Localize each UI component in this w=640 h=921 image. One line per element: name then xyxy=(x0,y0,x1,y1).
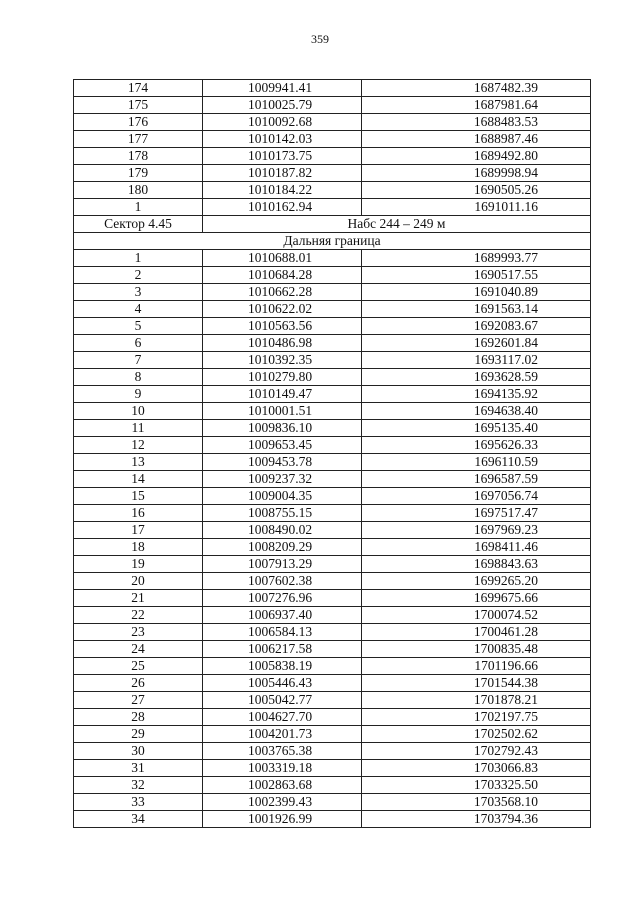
table-row xyxy=(74,811,591,828)
point-number-cell: 12 xyxy=(74,437,203,454)
point-number-cell: 174 xyxy=(74,80,203,97)
sector-row xyxy=(74,216,591,233)
y-coordinate-cell: 1688987.46 xyxy=(362,131,591,148)
x-coordinate-cell: 1010162.94 xyxy=(203,199,362,216)
page-number: 359 xyxy=(311,32,329,46)
point-number-cell: 30 xyxy=(74,743,203,760)
x-coordinate-cell: 1005446.43 xyxy=(203,675,362,692)
point-number-cell: 15 xyxy=(74,488,203,505)
y-coordinate-cell: 1703066.83 xyxy=(362,760,591,777)
y-coordinate-cell: 1699265.20 xyxy=(362,573,591,590)
y-coordinate-cell: 1689492.80 xyxy=(362,148,591,165)
y-coordinate-cell: 1698843.63 xyxy=(362,556,591,573)
point-number-cell: 23 xyxy=(74,624,203,641)
point-number-cell: 29 xyxy=(74,726,203,743)
table-row xyxy=(74,505,591,522)
x-coordinate-cell: 1010279.80 xyxy=(203,369,362,386)
table-row xyxy=(74,148,591,165)
table-row xyxy=(74,318,591,335)
y-coordinate-cell: 1698411.46 xyxy=(362,539,591,556)
table-row xyxy=(74,352,591,369)
x-coordinate-cell: 1010149.47 xyxy=(203,386,362,403)
table-row xyxy=(74,539,591,556)
y-coordinate-cell: 1695626.33 xyxy=(362,437,591,454)
x-coordinate-cell: 1010142.03 xyxy=(203,131,362,148)
point-number-cell: 1 xyxy=(74,199,203,216)
table-row xyxy=(74,624,591,641)
y-coordinate-cell: 1687981.64 xyxy=(362,97,591,114)
point-number-cell: 11 xyxy=(74,420,203,437)
y-coordinate-cell: 1701544.38 xyxy=(362,675,591,692)
y-coordinate-cell: 1703794.36 xyxy=(362,811,591,828)
table-row xyxy=(74,641,591,658)
x-coordinate-cell: 1008490.02 xyxy=(203,522,362,539)
x-coordinate-cell: 1003765.38 xyxy=(203,743,362,760)
x-coordinate-cell: 1006937.40 xyxy=(203,607,362,624)
x-coordinate-cell: 1010184.22 xyxy=(203,182,362,199)
table-row xyxy=(74,675,591,692)
point-number-cell: 7 xyxy=(74,352,203,369)
point-number-cell: 175 xyxy=(74,97,203,114)
y-coordinate-cell: 1689998.94 xyxy=(362,165,591,182)
point-number-cell: 17 xyxy=(74,522,203,539)
table-row xyxy=(74,420,591,437)
point-number-cell: 3 xyxy=(74,284,203,301)
table-row xyxy=(74,403,591,420)
y-coordinate-cell: 1697969.23 xyxy=(362,522,591,539)
table-row xyxy=(74,743,591,760)
x-coordinate-cell: 1010688.01 xyxy=(203,250,362,267)
y-coordinate-cell: 1695135.40 xyxy=(362,420,591,437)
point-number-cell: 25 xyxy=(74,658,203,675)
point-number-cell: 21 xyxy=(74,590,203,607)
table-row xyxy=(74,607,591,624)
sector-label: Сектор 4.45 xyxy=(74,216,203,233)
y-coordinate-cell: 1703568.10 xyxy=(362,794,591,811)
y-coordinate-cell: 1694135.92 xyxy=(362,386,591,403)
point-number-cell: 2 xyxy=(74,267,203,284)
point-number-cell: 32 xyxy=(74,777,203,794)
table-row xyxy=(74,386,591,403)
point-number-cell: 34 xyxy=(74,811,203,828)
x-coordinate-cell: 1008755.15 xyxy=(203,505,362,522)
table-row xyxy=(74,199,591,216)
y-coordinate-cell: 1697517.47 xyxy=(362,505,591,522)
table-row xyxy=(74,131,591,148)
y-coordinate-cell: 1692083.67 xyxy=(362,318,591,335)
y-coordinate-cell: 1697056.74 xyxy=(362,488,591,505)
table-row xyxy=(74,369,591,386)
x-coordinate-cell: 1002863.68 xyxy=(203,777,362,794)
table-row xyxy=(74,114,591,131)
y-coordinate-cell: 1688483.53 xyxy=(362,114,591,131)
point-number-cell: 16 xyxy=(74,505,203,522)
point-number-cell: 22 xyxy=(74,607,203,624)
x-coordinate-cell: 1007276.96 xyxy=(203,590,362,607)
y-coordinate-cell: 1691040.89 xyxy=(362,284,591,301)
point-number-cell: 33 xyxy=(74,794,203,811)
point-number-cell: 13 xyxy=(74,454,203,471)
x-coordinate-cell: 1010684.28 xyxy=(203,267,362,284)
table-row xyxy=(74,573,591,590)
x-coordinate-cell: 1009941.41 xyxy=(203,80,362,97)
table-row xyxy=(74,777,591,794)
y-coordinate-cell: 1699675.66 xyxy=(362,590,591,607)
x-coordinate-cell: 1010662.28 xyxy=(203,284,362,301)
boundary-row xyxy=(74,233,591,250)
point-number-cell: 176 xyxy=(74,114,203,131)
y-coordinate-cell: 1687482.39 xyxy=(362,80,591,97)
y-coordinate-cell: 1702197.75 xyxy=(362,709,591,726)
coordinates-bottom-rows xyxy=(74,250,591,828)
y-coordinate-cell: 1700461.28 xyxy=(362,624,591,641)
point-number-cell: 4 xyxy=(74,301,203,318)
table-row xyxy=(74,522,591,539)
table-row xyxy=(74,709,591,726)
y-coordinate-cell: 1692601.84 xyxy=(362,335,591,352)
point-number-cell: 8 xyxy=(74,369,203,386)
point-number-cell: 178 xyxy=(74,148,203,165)
point-number-cell: 1 xyxy=(74,250,203,267)
x-coordinate-cell: 1009004.35 xyxy=(203,488,362,505)
sector-height-range: Набс 244 – 249 м xyxy=(203,216,591,233)
x-coordinate-cell: 1009653.45 xyxy=(203,437,362,454)
x-coordinate-cell: 1010173.75 xyxy=(203,148,362,165)
x-coordinate-cell: 1004201.73 xyxy=(203,726,362,743)
y-coordinate-cell: 1700835.48 xyxy=(362,641,591,658)
y-coordinate-cell: 1701196.66 xyxy=(362,658,591,675)
table-row xyxy=(74,658,591,675)
y-coordinate-cell: 1693117.02 xyxy=(362,352,591,369)
table-row xyxy=(74,760,591,777)
x-coordinate-cell: 1001926.99 xyxy=(203,811,362,828)
x-coordinate-cell: 1009237.32 xyxy=(203,471,362,488)
x-coordinate-cell: 1007913.29 xyxy=(203,556,362,573)
point-number-cell: 24 xyxy=(74,641,203,658)
y-coordinate-cell: 1701878.21 xyxy=(362,692,591,709)
point-number-cell: 6 xyxy=(74,335,203,352)
point-number-cell: 179 xyxy=(74,165,203,182)
table-row xyxy=(74,267,591,284)
y-coordinate-cell: 1689993.77 xyxy=(362,250,591,267)
y-coordinate-cell: 1696110.59 xyxy=(362,454,591,471)
table-row xyxy=(74,250,591,267)
table-row xyxy=(74,454,591,471)
x-coordinate-cell: 1004627.70 xyxy=(203,709,362,726)
table-row xyxy=(74,556,591,573)
y-coordinate-cell: 1702792.43 xyxy=(362,743,591,760)
y-coordinate-cell: 1690517.55 xyxy=(362,267,591,284)
point-number-cell: 14 xyxy=(74,471,203,488)
y-coordinate-cell: 1700074.52 xyxy=(362,607,591,624)
x-coordinate-cell: 1010001.51 xyxy=(203,403,362,420)
x-coordinate-cell: 1010392.35 xyxy=(203,352,362,369)
y-coordinate-cell: 1694638.40 xyxy=(362,403,591,420)
x-coordinate-cell: 1008209.29 xyxy=(203,539,362,556)
x-coordinate-cell: 1009453.78 xyxy=(203,454,362,471)
boundary-label: Дальняя граница xyxy=(74,233,591,250)
table-row xyxy=(74,590,591,607)
coordinates-top-rows xyxy=(74,80,591,216)
x-coordinate-cell: 1005042.77 xyxy=(203,692,362,709)
table-row xyxy=(74,301,591,318)
x-coordinate-cell: 1010622.02 xyxy=(203,301,362,318)
point-number-cell: 19 xyxy=(74,556,203,573)
table-row xyxy=(74,471,591,488)
x-coordinate-cell: 1002399.43 xyxy=(203,794,362,811)
table-row xyxy=(74,794,591,811)
x-coordinate-cell: 1010486.98 xyxy=(203,335,362,352)
table-row xyxy=(74,80,591,97)
point-number-cell: 5 xyxy=(74,318,203,335)
point-number-cell: 9 xyxy=(74,386,203,403)
y-coordinate-cell: 1702502.62 xyxy=(362,726,591,743)
y-coordinate-cell: 1696587.59 xyxy=(362,471,591,488)
y-coordinate-cell: 1693628.59 xyxy=(362,369,591,386)
table-row xyxy=(74,165,591,182)
x-coordinate-cell: 1009836.10 xyxy=(203,420,362,437)
table-row xyxy=(74,97,591,114)
sector-header xyxy=(74,216,591,250)
x-coordinate-cell: 1010092.68 xyxy=(203,114,362,131)
x-coordinate-cell: 1007602.38 xyxy=(203,573,362,590)
point-number-cell: 10 xyxy=(74,403,203,420)
point-number-cell: 27 xyxy=(74,692,203,709)
point-number-cell: 180 xyxy=(74,182,203,199)
table-row xyxy=(74,437,591,454)
x-coordinate-cell: 1006217.58 xyxy=(203,641,362,658)
x-coordinate-cell: 1005838.19 xyxy=(203,658,362,675)
table-row xyxy=(74,182,591,199)
y-coordinate-cell: 1691011.16 xyxy=(362,199,591,216)
y-coordinate-cell: 1703325.50 xyxy=(362,777,591,794)
point-number-cell: 18 xyxy=(74,539,203,556)
y-coordinate-cell: 1691563.14 xyxy=(362,301,591,318)
y-coordinate-cell: 1690505.26 xyxy=(362,182,591,199)
point-number-cell: 31 xyxy=(74,760,203,777)
table-row xyxy=(74,488,591,505)
x-coordinate-cell: 1006584.13 xyxy=(203,624,362,641)
table-row xyxy=(74,726,591,743)
table-row xyxy=(74,692,591,709)
table-row xyxy=(74,284,591,301)
x-coordinate-cell: 1010025.79 xyxy=(203,97,362,114)
x-coordinate-cell: 1010187.82 xyxy=(203,165,362,182)
point-number-cell: 177 xyxy=(74,131,203,148)
point-number-cell: 28 xyxy=(74,709,203,726)
point-number-cell: 20 xyxy=(74,573,203,590)
point-number-cell: 26 xyxy=(74,675,203,692)
x-coordinate-cell: 1010563.56 xyxy=(203,318,362,335)
table-row xyxy=(74,335,591,352)
coordinates-table xyxy=(73,79,591,828)
x-coordinate-cell: 1003319.18 xyxy=(203,760,362,777)
